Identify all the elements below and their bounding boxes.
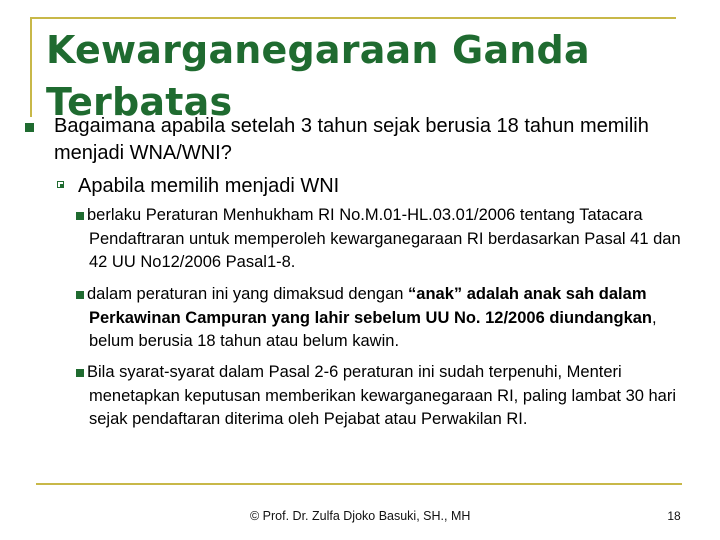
frame-left-line bbox=[30, 17, 32, 117]
list-item-text: Bila syarat-syarat dalam Pasal 2-6 peraturan ini sudah terpenuhi, Menteri menetapkan keputusan memberikan kewarganegaraan RI, paling lambat 30 hari sejak pendaftaran diterima oleh Pejabat atau Perwakilan RI. bbox=[87, 363, 677, 428]
frame-top-line bbox=[30, 17, 676, 19]
list-item bbox=[72, 204, 692, 275]
hollow-square-bullet-icon bbox=[57, 181, 64, 188]
list-item-text-suffix: , belum berusia 18 tahun atau belum kawin. bbox=[89, 308, 657, 350]
square-bullet-icon bbox=[76, 369, 84, 377]
page-number: 18 bbox=[667, 509, 681, 523]
list-item-text: berlaku Peraturan Menhukham RI No.M.01-HL.03.01/2006 tentang Tatacara Pendaftraran untuk memperoleh kewarganegaraan RI berdasarkan Pasal 41 dan 42 UU No12/2006 Pasal1-8. bbox=[87, 206, 681, 271]
square-bullet-icon bbox=[25, 123, 34, 132]
footer-credit: © Prof. Dr. Zulfa Djoko Basuki, SH., MH bbox=[250, 509, 471, 523]
list-item bbox=[72, 283, 692, 354]
list-item-text bbox=[89, 283, 692, 354]
list-item-text-bold: “anak” adalah anak sah dalam Perkawinan Campuran yang lahir sebelum UU No. 12/2006 diundangkan bbox=[89, 285, 652, 327]
list-item-text-prefix: dalam peraturan ini yang dimaksud dengan bbox=[87, 285, 409, 303]
square-bullet-icon bbox=[76, 212, 84, 220]
list-item bbox=[72, 361, 692, 432]
square-bullet-icon bbox=[76, 291, 84, 299]
frame-bottom-line bbox=[36, 483, 682, 485]
sub-point: Apabila memilih menjadi WNI bbox=[78, 175, 340, 197]
slide-title: Kewarganegaraan Ganda Terbatas bbox=[46, 28, 590, 124]
main-point: Bagaimana apabila setelah 3 tahun sejak berusia 18 tahun memilih menjadi WNA/WNI? bbox=[54, 115, 649, 164]
